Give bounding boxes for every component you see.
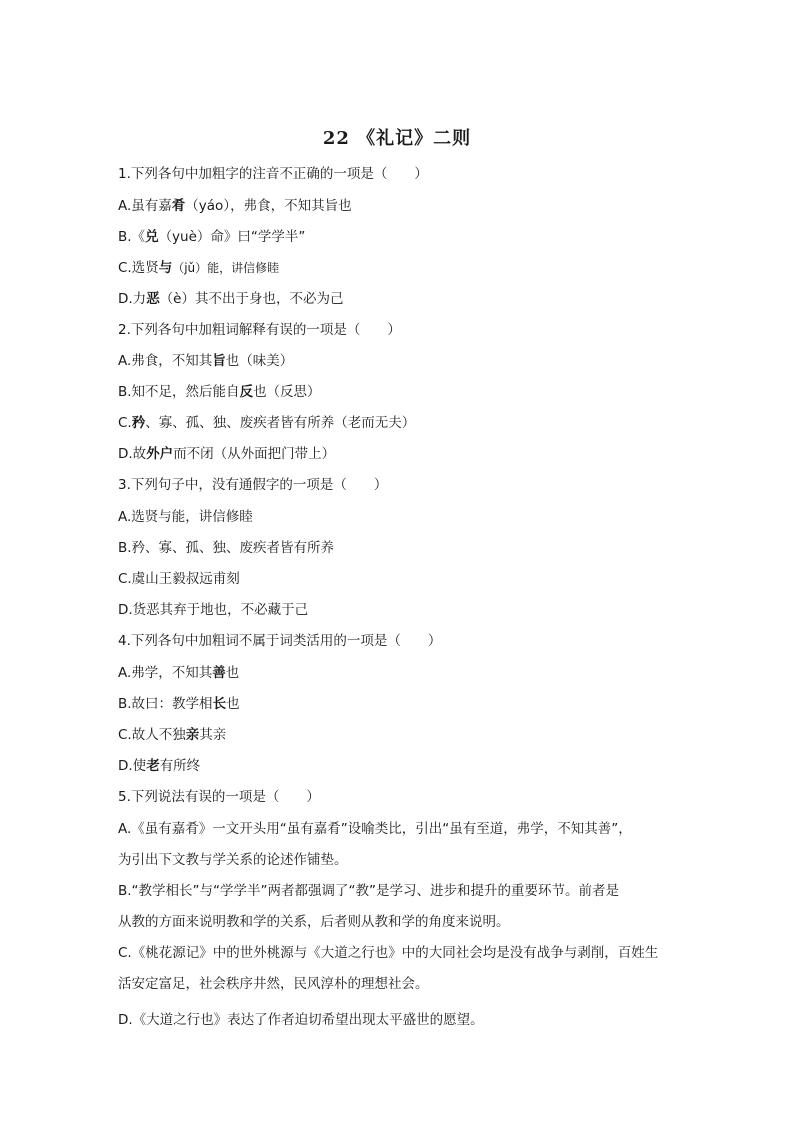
bold-char: 外户 xyxy=(146,446,174,462)
bold-char: 肴 xyxy=(171,198,186,214)
question-3-option-c: C.虞山王毅叔远甫刻 xyxy=(118,571,240,587)
question-5-option-c-line2: 活安定富足，社会秩序井然，民风淳朴的理想社会。 xyxy=(118,976,429,992)
question-2-option-b: B.知不足，然后能自反也（反思） xyxy=(118,384,321,400)
question-2-option-c: C.矜、寡、孤、独、废疾者皆有所养（老而无夫） xyxy=(118,415,416,431)
question-4-option-d: D.使老有所终 xyxy=(118,758,201,774)
question-5-option-b-line2: 从教的方面来说明教和学的关系，后者则从教和学的角度来说明。 xyxy=(118,914,510,930)
question-1-stem: 1.下列各句中加粗字的注音不正确的一项是（ ） xyxy=(118,166,428,182)
bold-char: 矜 xyxy=(131,415,146,431)
bold-char: 亲 xyxy=(185,727,200,743)
bold-char: 与 xyxy=(158,260,173,276)
bold-char: 善 xyxy=(212,665,226,681)
bold-char: 反 xyxy=(239,384,254,400)
question-4-option-a: A.弗学，不知其善也 xyxy=(118,665,240,681)
question-4-option-c: C.故人不独亲其亲 xyxy=(118,727,227,743)
bold-char: 老 xyxy=(146,758,160,774)
question-3-option-d: D.货恶其弃于地也，不必藏于己 xyxy=(118,602,309,618)
question-1-option-a: A.虽有嘉肴（yáo），弗食，不知其旨也 xyxy=(118,198,352,214)
question-5-option-c-line1: C.《桃花源记》中的世外桃源与《大道之行也》中的大同社会均是没有战争与剥削，百姓生 xyxy=(118,945,659,961)
question-3-stem: 3.下列句子中，没有通假字的一项是（ ） xyxy=(118,477,388,493)
question-5-stem: 5.下列说法有误的一项是（ ） xyxy=(118,789,320,805)
question-5-option-b-line1: B.“教学相长”与“学学半”两者都强调了“教”是学习、进步和提升的重要环节。前者是 xyxy=(118,883,620,899)
question-5-option-a-line2: 为引出下文教与学关系的论述作铺垫。 xyxy=(118,852,348,868)
question-1-option-c: C.选贤与（jǔ）能，讲信修睦 xyxy=(118,260,280,276)
question-4-option-b: B.故曰：教学相长也 xyxy=(118,696,240,712)
question-1-option-d: D.力恶（è）其不出于身也，不必为己 xyxy=(118,291,344,307)
page-title: 22 《礼记》二则 xyxy=(322,128,472,149)
question-2-stem: 2.下列各句中加粗词解释有误的一项是（ ） xyxy=(118,322,401,338)
bold-char: 旨 xyxy=(212,353,226,369)
question-5-option-d: D.《大道之行也》表达了作者迫切希望出现太平盛世的愿望。 xyxy=(118,1012,484,1028)
bold-char: 兑 xyxy=(145,229,159,245)
question-3-option-a: A.选贤与能，讲信修睦 xyxy=(118,509,253,525)
question-2-option-d: D.故外户而不闭（从外面把门带上） xyxy=(118,446,336,462)
bold-char: 长 xyxy=(212,696,227,712)
question-1-option-b: B.《兑（yuè）命》曰“学学半” xyxy=(118,229,306,245)
bold-char: 恶 xyxy=(146,291,160,307)
question-5-option-a-line1: A.《虽有嘉肴》一文开头用“虽有嘉肴”设喻类比，引出“虽有至道，弗学，不知其善”， xyxy=(118,821,632,837)
question-2-option-a: A.弗食，不知其旨也（味美） xyxy=(118,353,294,369)
question-4-stem: 4.下列各句中加粗词不属于词类活用的一项是（ ） xyxy=(118,633,442,649)
question-3-option-b: B.矜、寡、孤、独、废疾者皆有所养 xyxy=(118,540,335,556)
